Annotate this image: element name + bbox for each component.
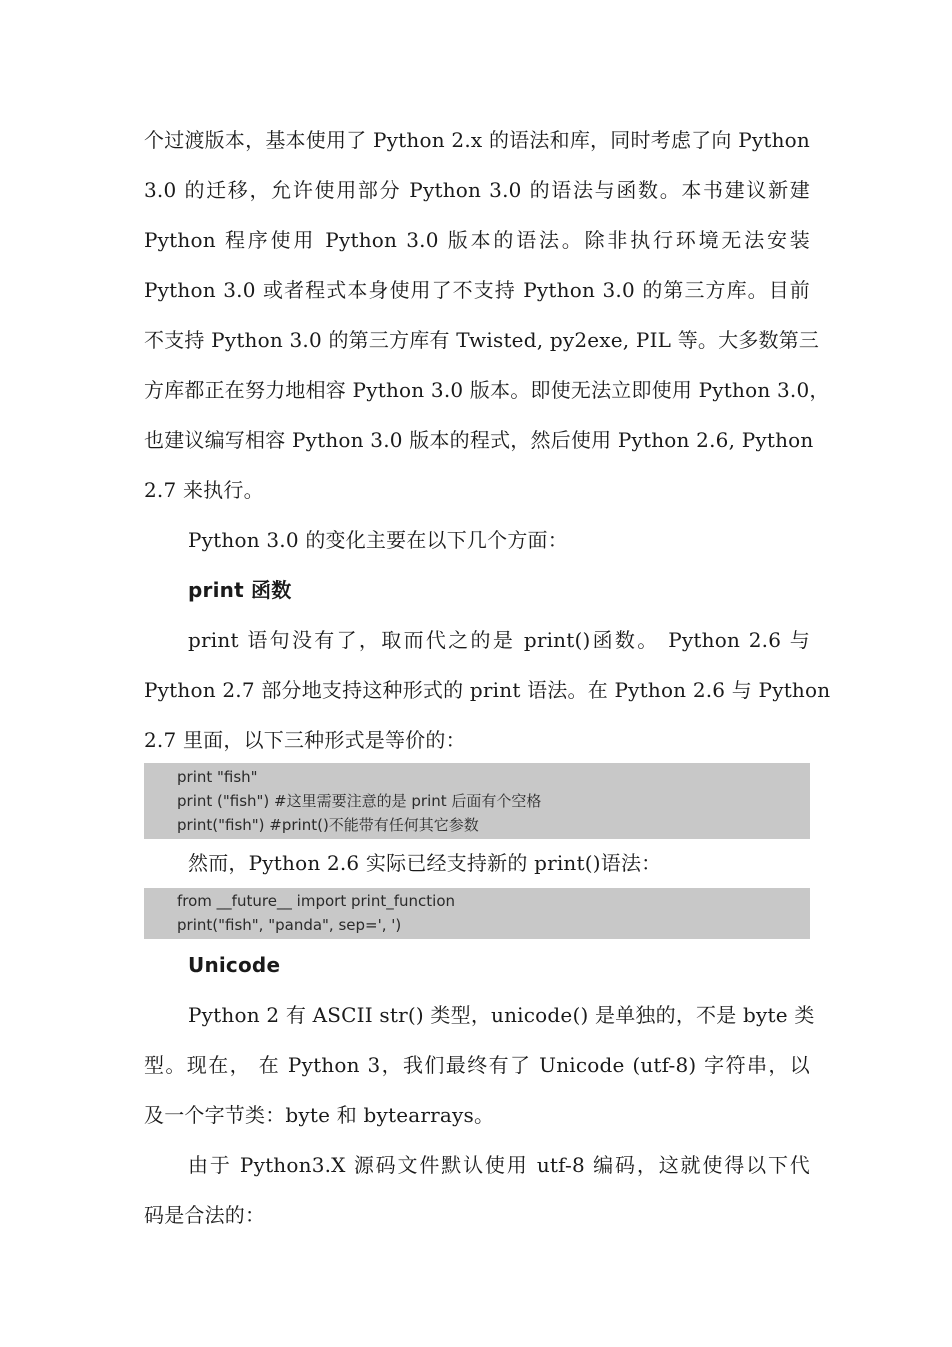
body-text-line: Python 2.7 部分地支持这种形式的 print 语法。在 Python 2.6 与 Python <box>144 678 831 702</box>
section-heading-unicode: Unicode <box>188 953 281 977</box>
code-block <box>144 763 810 839</box>
body-text-line: 然而，Python 2.6 实际已经支持新的 print()语法： <box>188 851 662 875</box>
body-text-line: 及一个字节类：byte 和 bytearrays。 <box>144 1103 495 1127</box>
body-text-line: 个过渡版本，基本使用了 Python 2.x 的语法和库，同时考虑了向 Python <box>144 128 810 152</box>
body-text-line: 3.0 的迁移，允许使用部分 Python 3.0 的语法与函数。本书建议新建 <box>144 178 810 202</box>
body-text-line: 型。现在， 在 Python 3，我们最终有了 Unicode (utf-8) 字符串，以 <box>144 1053 810 1077</box>
body-text-line: Python 3.0 或者程式本身使用了不支持 Python 3.0 的第三方库。目前 <box>144 278 810 302</box>
code-line: print "fish" <box>177 768 258 786</box>
body-text-line: 方库都正在努力地相容 Python 3.0 版本。即使无法立即使用 Python 3.0， <box>144 378 830 402</box>
body-text-line: 不支持 Python 3.0 的第三方库有 Twisted, py2exe, PIL 等。大多数第三 <box>144 328 820 352</box>
code-block <box>144 888 810 939</box>
code-line: print ("fish") #这里需要注意的是 print 后面有个空格 <box>177 792 542 810</box>
section-heading-print: print 函数 <box>188 578 292 602</box>
code-line: from __future__ import print_function <box>177 892 455 910</box>
body-text-line: 2.7 里面，以下三种形式是等价的： <box>144 728 466 752</box>
body-text-line: print 语句没有了，取而代之的是 print()函数。 Python 2.6 与 <box>188 628 810 652</box>
code-line: print("fish") #print()不能带有任何其它参数 <box>177 816 479 834</box>
body-text-line: Python 程序使用 Python 3.0 版本的语法。除非执行环境无法安装 <box>144 228 810 252</box>
body-text-line: 2.7 来执行。 <box>144 478 264 502</box>
body-text-line: 由于 Python3.X 源码文件默认使用 utf-8 编码，这就使得以下代 <box>188 1153 810 1177</box>
body-text-line: 也建议编写相容 Python 3.0 版本的程式，然后使用 Python 2.6, Python <box>144 428 814 452</box>
body-text-line: Python 2 有 ASCII str() 类型，unicode() 是单独的，不是 byte 类 <box>188 1003 815 1027</box>
code-line: print("fish", "panda", sep=', ') <box>177 916 402 934</box>
intro-text: Python 3.0 的变化主要在以下几个方面： <box>188 528 568 552</box>
body-text-line: 码是合法的： <box>144 1203 266 1227</box>
